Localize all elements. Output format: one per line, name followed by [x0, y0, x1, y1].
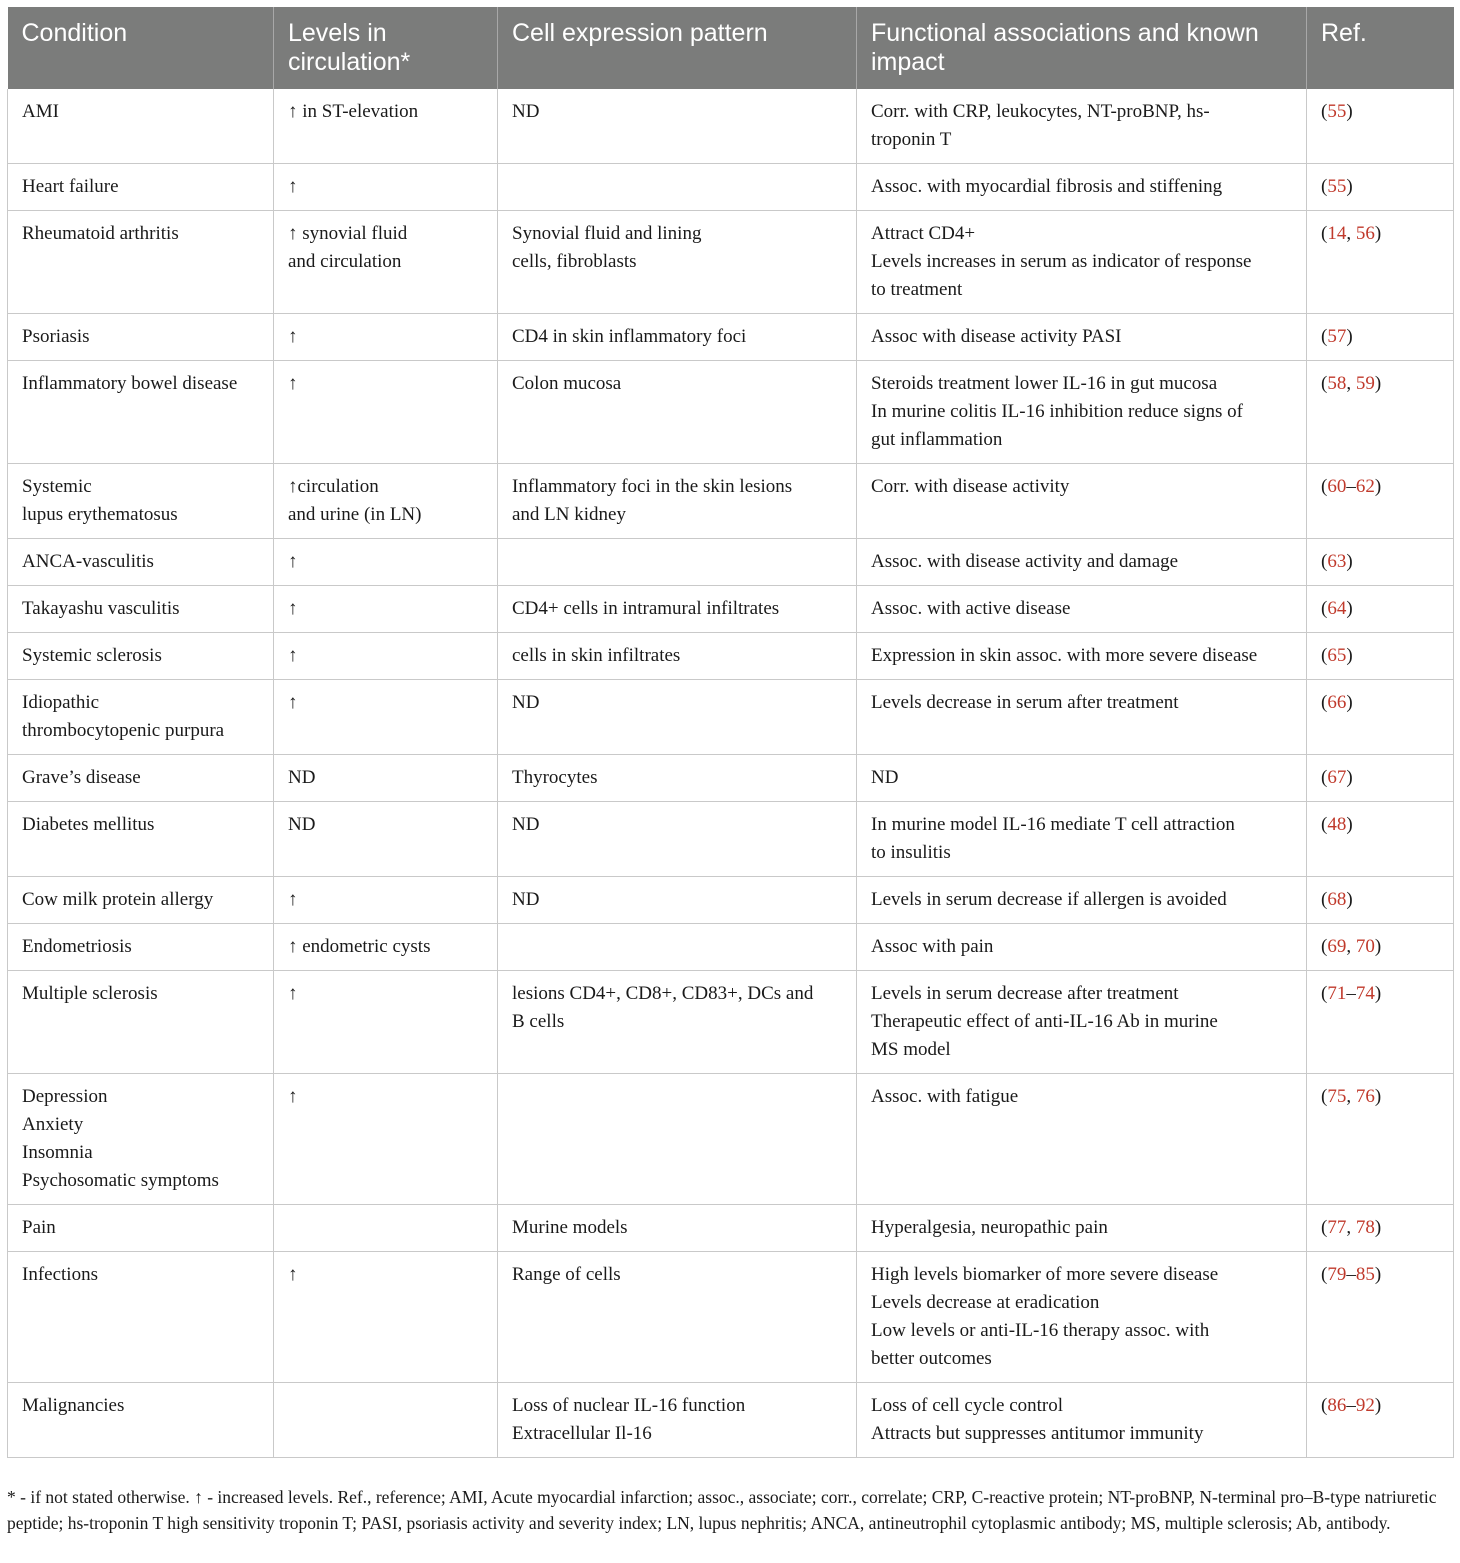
cell-condition: Multiple sclerosis	[8, 971, 274, 1074]
reference-link[interactable]: 75	[1327, 1086, 1347, 1107]
cell-function: Corr. with CRP, leukocytes, NT-proBNP, hs- troponin T	[857, 89, 1307, 164]
cell-expression	[498, 539, 857, 586]
reference-link[interactable]: 66	[1327, 692, 1347, 713]
table-row	[8, 971, 1454, 1074]
cell-condition: ANCA-vasculitis	[8, 539, 274, 586]
reference-link[interactable]: 68	[1327, 889, 1347, 910]
cell-expression: lesions CD4+, CD8+, CD83+, DCs and B cells	[498, 971, 857, 1074]
reference-link[interactable]: 67	[1327, 767, 1347, 788]
reference-link[interactable]: 86	[1327, 1395, 1347, 1416]
cell-function: Attract CD4+ Levels increases in serum as indicator of response to treatment	[857, 211, 1307, 314]
cell-function: Expression in skin assoc. with more severe disease	[857, 633, 1307, 680]
cell-expression: Range of cells	[498, 1252, 857, 1383]
header-cell-expression: Cell expression pattern	[498, 7, 857, 89]
cell-levels: ↑	[274, 680, 498, 755]
reference-link[interactable]: 59	[1355, 373, 1375, 394]
cell-levels: ↑	[274, 314, 498, 361]
cell-ref: (63)	[1307, 539, 1454, 586]
table-row	[8, 211, 1454, 314]
cell-condition: Pain	[8, 1205, 274, 1252]
reference-link[interactable]: 85	[1355, 1264, 1375, 1285]
reference-link[interactable]: 79	[1327, 1264, 1347, 1285]
cell-levels: ↑	[274, 877, 498, 924]
cell-levels: ND	[274, 802, 498, 877]
cell-function: Assoc with pain	[857, 924, 1307, 971]
cell-ref: (86–92)	[1307, 1383, 1454, 1458]
table-row	[8, 1074, 1454, 1205]
cell-condition: Heart failure	[8, 164, 274, 211]
cell-levels: ↑ synovial fluid and circulation	[274, 211, 498, 314]
cell-condition: Inflammatory bowel disease	[8, 361, 274, 464]
cell-levels: ↑	[274, 633, 498, 680]
table-row	[8, 877, 1454, 924]
cell-function: Corr. with disease activity	[857, 464, 1307, 539]
cell-ref: (14, 56)	[1307, 211, 1454, 314]
conditions-table	[7, 7, 1454, 1458]
reference-link[interactable]: 63	[1327, 551, 1347, 572]
cell-condition: Grave’s disease	[8, 755, 274, 802]
cell-levels: ND	[274, 755, 498, 802]
header-ref: Ref.	[1307, 7, 1454, 89]
cell-levels: ↑	[274, 1252, 498, 1383]
cell-expression: cells in skin infiltrates	[498, 633, 857, 680]
cell-condition: Infections	[8, 1252, 274, 1383]
reference-link[interactable]: 69	[1327, 936, 1347, 957]
cell-function: High levels biomarker of more severe disease Levels decrease at eradication Low levels or anti-IL-16 therapy assoc. with better outcomes	[857, 1252, 1307, 1383]
table-row	[8, 586, 1454, 633]
cell-expression: Thyrocytes	[498, 755, 857, 802]
table-row	[8, 1252, 1454, 1383]
cell-function: ND	[857, 755, 1307, 802]
header-functional-associations: Functional associations and known impact	[857, 7, 1307, 89]
table-row	[8, 1205, 1454, 1252]
cell-expression: ND	[498, 89, 857, 164]
cell-expression: Inflammatory foci in the skin lesions and LN kidney	[498, 464, 857, 539]
cell-ref: (79–85)	[1307, 1252, 1454, 1383]
table-header-row	[8, 7, 1454, 89]
cell-condition: Idiopathic thrombocytopenic purpura	[8, 680, 274, 755]
cell-expression: Murine models	[498, 1205, 857, 1252]
cell-expression	[498, 164, 857, 211]
cell-function: In murine model IL-16 mediate T cell attraction to insulitis	[857, 802, 1307, 877]
cell-expression	[498, 924, 857, 971]
cell-function: Assoc. with disease activity and damage	[857, 539, 1307, 586]
reference-link[interactable]: 60	[1327, 476, 1347, 497]
cell-ref: (60–62)	[1307, 464, 1454, 539]
cell-ref: (75, 76)	[1307, 1074, 1454, 1205]
reference-link[interactable]: 77	[1327, 1217, 1347, 1238]
cell-ref: (55)	[1307, 89, 1454, 164]
cell-function: Levels in serum decrease if allergen is avoided	[857, 877, 1307, 924]
table-row	[8, 924, 1454, 971]
reference-link[interactable]: 64	[1327, 598, 1347, 619]
table-row	[8, 464, 1454, 539]
cell-function: Steroids treatment lower IL-16 in gut mucosa In murine colitis IL-16 inhibition reduce signs of gut inflammation	[857, 361, 1307, 464]
reference-link[interactable]: 14	[1327, 223, 1347, 244]
cell-ref: (57)	[1307, 314, 1454, 361]
reference-link[interactable]: 92	[1355, 1395, 1375, 1416]
cell-expression: CD4 in skin inflammatory foci	[498, 314, 857, 361]
cell-levels: ↑ in ST-elevation	[274, 89, 498, 164]
table-row	[8, 164, 1454, 211]
table-row	[8, 539, 1454, 586]
table-row	[8, 89, 1454, 164]
cell-condition: Systemic lupus erythematosus	[8, 464, 274, 539]
cell-expression: Loss of nuclear IL-16 function Extracellular Il-16	[498, 1383, 857, 1458]
table-footnote: * - if not stated otherwise. ↑ - increased levels. Ref., reference; AMI, Acute myocardial infarction; assoc., associate; corr., correlate; CRP, C-reactive protein; NT-proBNP, N-terminal pro–B-type natriuretic peptide; hs-troponin T high sensitivity troponin T; PASI, psoriasis activity and severity index; LN, lupus nephritis; ANCA, antineutrophil cytoplasmic antibody; MS, multiple sclerosis; Ab, antibody.	[7, 1487, 1437, 1533]
header-condition: Condition	[8, 7, 274, 89]
cell-ref: (48)	[1307, 802, 1454, 877]
reference-link[interactable]: 62	[1355, 476, 1375, 497]
cell-function: Assoc. with fatigue	[857, 1074, 1307, 1205]
cell-ref: (55)	[1307, 164, 1454, 211]
cell-condition: Malignancies	[8, 1383, 274, 1458]
reference-link[interactable]: 48	[1327, 814, 1347, 835]
reference-link[interactable]: 55	[1327, 101, 1347, 122]
cell-condition: Takayashu vasculitis	[8, 586, 274, 633]
cell-ref: (66)	[1307, 680, 1454, 755]
table-row	[8, 314, 1454, 361]
cell-function: Levels decrease in serum after treatment	[857, 680, 1307, 755]
table-row	[8, 755, 1454, 802]
cell-function: Loss of cell cycle control Attracts but suppresses antitumor immunity	[857, 1383, 1307, 1458]
cell-condition: Diabetes mellitus	[8, 802, 274, 877]
reference-link[interactable]: 65	[1327, 645, 1347, 666]
cell-condition: AMI	[8, 89, 274, 164]
reference-link[interactable]: 76	[1355, 1086, 1375, 1107]
cell-function: Hyperalgesia, neuropathic pain	[857, 1205, 1307, 1252]
cell-levels: ↑	[274, 164, 498, 211]
cell-levels: ↑	[274, 539, 498, 586]
cell-ref: (77, 78)	[1307, 1205, 1454, 1252]
cell-levels	[274, 1205, 498, 1252]
cell-expression	[498, 1074, 857, 1205]
cell-levels: ↑	[274, 361, 498, 464]
reference-link[interactable]: 55	[1327, 176, 1347, 197]
cell-levels: ↑	[274, 1074, 498, 1205]
cell-condition: Cow milk protein allergy	[8, 877, 274, 924]
cell-ref: (67)	[1307, 755, 1454, 802]
reference-link[interactable]: 78	[1355, 1217, 1375, 1238]
cell-expression: Synovial fluid and lining cells, fibroblasts	[498, 211, 857, 314]
reference-link[interactable]: 71	[1327, 983, 1347, 1004]
cell-expression: Colon mucosa	[498, 361, 857, 464]
reference-link[interactable]: 74	[1355, 983, 1375, 1004]
data-table-container	[7, 7, 1453, 1458]
cell-function: Assoc. with active disease	[857, 586, 1307, 633]
cell-condition: Psoriasis	[8, 314, 274, 361]
cell-function: Levels in serum decrease after treatment Therapeutic effect of anti-IL-16 Ab in murine MS model	[857, 971, 1307, 1074]
table-row	[8, 680, 1454, 755]
cell-function: Assoc with disease activity PASI	[857, 314, 1307, 361]
cell-expression: ND	[498, 802, 857, 877]
cell-levels: ↑circulation and urine (in LN)	[274, 464, 498, 539]
cell-ref: (68)	[1307, 877, 1454, 924]
cell-ref: (69, 70)	[1307, 924, 1454, 971]
table-row	[8, 361, 1454, 464]
header-levels: Levels in circulation*	[274, 7, 498, 89]
cell-levels: ↑ endometric cysts	[274, 924, 498, 971]
cell-condition: Depression Anxiety Insomnia Psychosomatic symptoms	[8, 1074, 274, 1205]
cell-condition: Systemic sclerosis	[8, 633, 274, 680]
reference-link[interactable]: 70	[1355, 936, 1375, 957]
cell-levels: ↑	[274, 971, 498, 1074]
reference-link[interactable]: 56	[1355, 223, 1375, 244]
table-row	[8, 1383, 1454, 1458]
cell-ref: (64)	[1307, 586, 1454, 633]
cell-expression: ND	[498, 680, 857, 755]
table-row	[8, 633, 1454, 680]
reference-link[interactable]: 57	[1327, 326, 1347, 347]
cell-expression: ND	[498, 877, 857, 924]
table-row	[8, 802, 1454, 877]
cell-condition: Rheumatoid arthritis	[8, 211, 274, 314]
cell-levels: ↑	[274, 586, 498, 633]
cell-condition: Endometriosis	[8, 924, 274, 971]
cell-expression: CD4+ cells in intramural infiltrates	[498, 586, 857, 633]
cell-ref: (58, 59)	[1307, 361, 1454, 464]
table-body	[8, 89, 1454, 1458]
cell-ref: (65)	[1307, 633, 1454, 680]
reference-link[interactable]: 58	[1327, 373, 1347, 394]
cell-function: Assoc. with myocardial fibrosis and stiffening	[857, 164, 1307, 211]
cell-ref: (71–74)	[1307, 971, 1454, 1074]
cell-levels	[274, 1383, 498, 1458]
